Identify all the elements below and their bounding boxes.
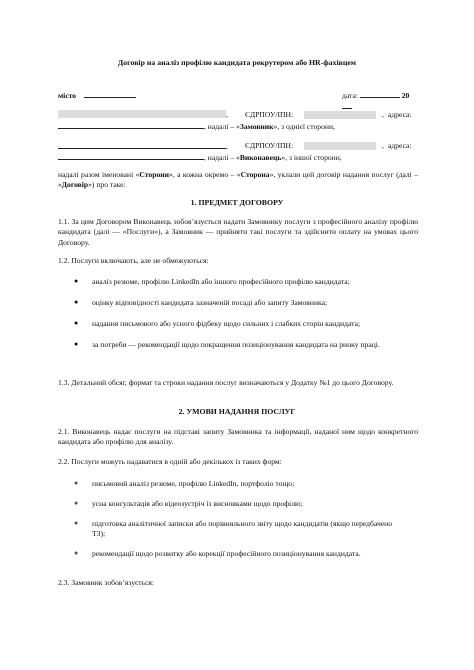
section1-p1: 1.1. За цим Договором Виконавець зобов’язується надати Замовнику послуги з професійного аналізу профілю кандидата (далі — «Послуги»), а Замовник — прийняти такі послуги та здійснити оплату на умовах цього Договору. [58,217,418,247]
section2-p1: 2.1. Виконавець надає послуги на підставі запиту Замовника та інформації, наданої ним щодо конкретного кандидата або профілю для аналізу. [58,427,418,447]
section2-p2: 2.2. Послуги можуть надаватися в одній або декількох із таких форм: [58,457,282,466]
bullet-icon: ● [74,479,79,487]
party1-role: Замовник [239,122,274,131]
city-date-row [58,90,418,101]
intro-paragraph: надалі разом іменовані «Сторони», а кожна окремо – «Сторона», уклали цей договір надання послуг (далі – «Договір») про таке: [58,170,418,190]
party1-address-label: адреса: [388,110,412,119]
section1-heading: 1. ПРЕДМЕТ ДОГОВОРУ [190,198,284,207]
document-title: Договір на аналіз профілю кандидата рекрутером або HR-фахівцем [117,58,357,67]
party1-name-field[interactable] [58,110,226,118]
party1-edrpou-label: ЄДРПОУ/ІПН: [245,110,294,119]
city-field[interactable] [84,90,136,98]
bullet-icon: ● [74,499,79,507]
party2-role: Виконавець [239,153,282,162]
city-label: місто [58,91,77,100]
party2-address-field[interactable] [58,152,204,160]
document-page: Договір на аналіз профілю кандидата рекрутером або HR-фахівцем місто дата: 20 , ЄДРПОУ/ІПН: , адреса: , надалі – «Замовник», з однієї сторони, , ЄДРПОУ/ІПН: , адреса: , надалі – «Виконавець», з іншої сторони, надалі разом іменовані «Сторони», а кожна окремо – «Сторона», уклали цей договір надання послуг (далі – «Договір») про таке: 1. ПРЕДМЕТ ДОГОВОРУ 1.1. За цим Договором Виконавець зобов’язується надати Замовнику послуги з професійного аналізу профілю кандидата (далі — «Послуги»), а Замовник — прийняти такі послуги та здійснити оплату на умовах цього Договору. 1.2. Послуги включають, але не обмежуються: ● аналіз резюме, профілю LinkedIn або іншого професійного профілю кандидата; ● оцінку відповідності кандидата зазначеній посаді або запиту Замовника; ● надання письмового або усного фідбеку щодо сильних і слабких сторін кандидата; ● за потреби — рекомендації щодо покращення позиціонування кандидата на ринку праці. 1.3. Детальний обсяг, формат та строки надання послуг визначаються у Додатку №1 до цього Договору. 2. УМОВИ НАДАННЯ ПОСЛУГ 2.1. Виконавець надає послуги на підставі запиту Замовника та інформації, наданої ним щодо конкретного кандидата або профілю для аналізу. 2.2. Послуги можуть надаватися в одній або декількох із таких форм: ● письмовий аналіз резюме, профілю LinkedIn, портфоліо тощо; ● усна консультація або відеозустріч із висновками щодо профілю; ● підготовка аналітичної записки або порівняльного звіту щодо кандидатів (якщо передбачено ТЗ); ● рекомендації щодо розвитку або корекції професійного позиціонування кандидата. 2.3. Замовник зобов’язується: [0,0,474,670]
date-label: дата [342,91,356,100]
section1-p3: 1.3. Детальний обсяг, формат та строки надання послуг визначаються у Додатку №1 до цього Договору. [58,378,394,387]
section1-p2: 1.2. Послуги включають, але не обмежуються: [58,256,209,265]
year-field[interactable] [342,101,352,109]
date-group: дата: 20 [342,90,418,113]
party2-address-label: адреса: [388,141,412,150]
year-prefix: 20 [401,91,410,100]
party2-line2: , надалі – «Виконавець», з іншої сторони, [58,152,418,163]
party2-line1: , ЄДРПОУ/ІПН: , адреса: [58,141,418,152]
party1-address-field[interactable] [58,121,204,129]
bullet-icon: ● [74,277,79,285]
party1-edrpou-field[interactable] [304,111,376,119]
section2-p3: 2.3. Замовник зобов’язується: [58,578,155,587]
bullet-icon: ● [74,319,79,327]
party2-name-field[interactable] [58,141,226,149]
party1-line1: , ЄДРПОУ/ІПН: , адреса: [58,110,418,120]
party2-edrpou-label: ЄДРПОУ/ІПН: [245,141,294,150]
party2-edrpou-field[interactable] [304,142,376,150]
bullet-icon: ● [74,549,79,557]
bullet-icon: ● [74,298,79,306]
party1-line2: , надалі – «Замовник», з однієї сторони, [58,121,418,132]
date-field[interactable] [360,90,400,98]
section2-heading: 2. УМОВИ НАДАННЯ ПОСЛУГ [178,407,296,416]
bullet-icon: ● [74,340,79,348]
bullet-icon: ● [74,519,79,527]
